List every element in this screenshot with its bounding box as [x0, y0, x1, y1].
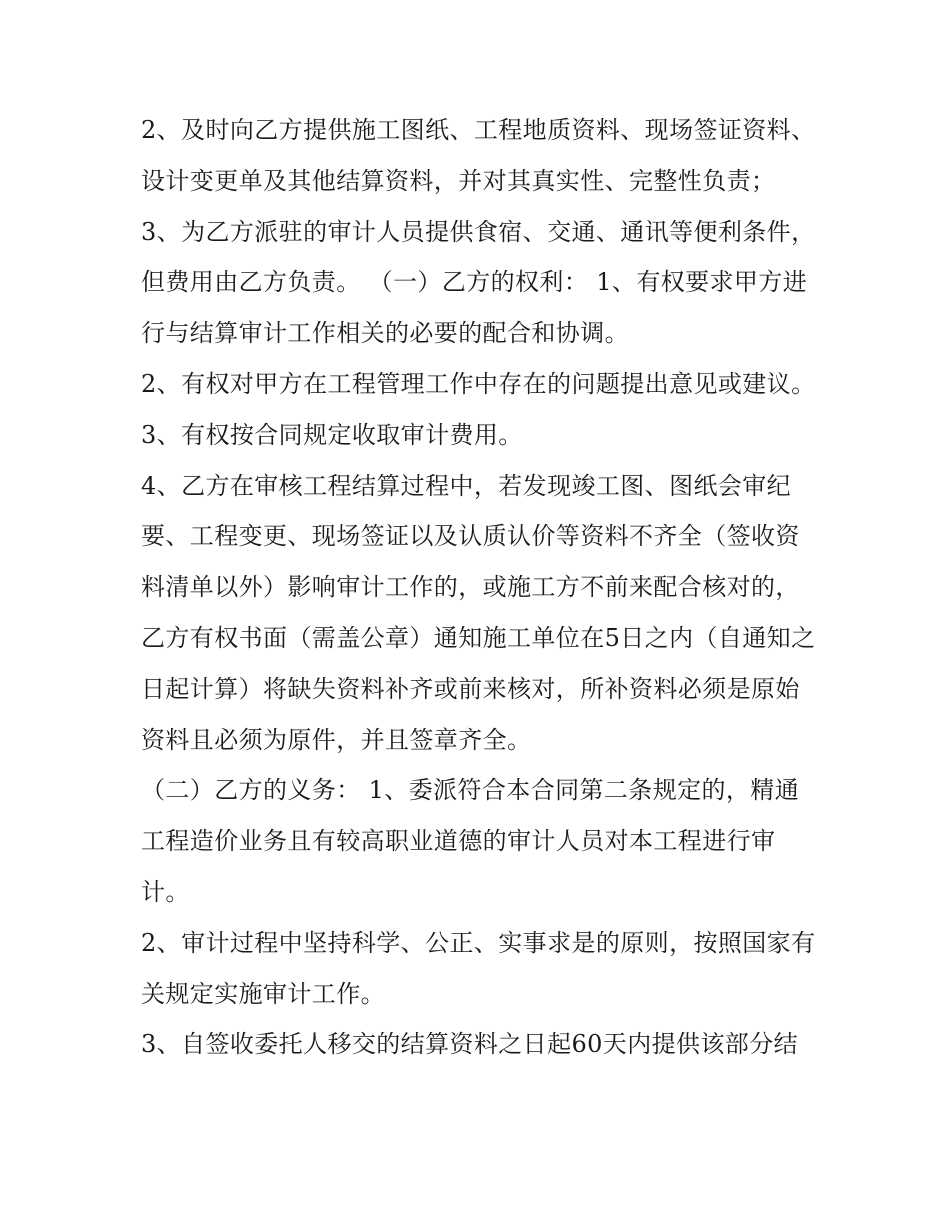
paragraph-contractor-duty-3: 3、自签收委托人移交的结算资料之日起60天内提供该部分结 — [141, 1030, 799, 1059]
paragraph-client-obligation-2: 2、及时向乙方提供施工图纸、工程地质资料、现场签证资料、设计变更单及其他结算资料，并对其真实性、完整性负责； — [141, 116, 816, 195]
document-body — [141, 105, 816, 1070]
paragraph-contractor-duty-2: 2、审计过程中坚持科学、公正、实事求是的原则，按照国家有关规定实施审计工作。 — [141, 928, 816, 1008]
paragraph-contractor-right-2-3: 2、有权对甲方在工程管理工作中存在的问题提出意见或建议。 3、有权按合同规定收取审计费用。 — [141, 369, 816, 449]
paragraph-client-obligation-3: 3、为乙方派驻的审计人员提供食宿、交通、通讯等便利条件，但费用由乙方负责。 （一）乙方的权利： 1、有权要求甲方进行与结算审计工作相关的必要的配合和协调。 — [141, 217, 816, 348]
paragraph-contractor-right-4: 4、乙方在审核工程结算过程中，若发现竣工图、图纸会审纪要、工程变更、现场签证以及认质认价等资料不齐全（签收资料清单以外）影响审计工作的，或施工方不前来配合核对的，乙方有权书面（需盖公章）通知施工单位在5日之内（自通知之日起计算）将缺失资料补齐或前来核对，所补资料必须是原始资料且必须为原件，并且签章齐全。 — [141, 471, 816, 754]
paragraph-contractor-duty-1: （二）乙方的义务： 1、委派符合本合同第二条规定的，精通工程造价业务且有较高职业道德的审计人员对本工程进行审计。 — [141, 776, 800, 906]
